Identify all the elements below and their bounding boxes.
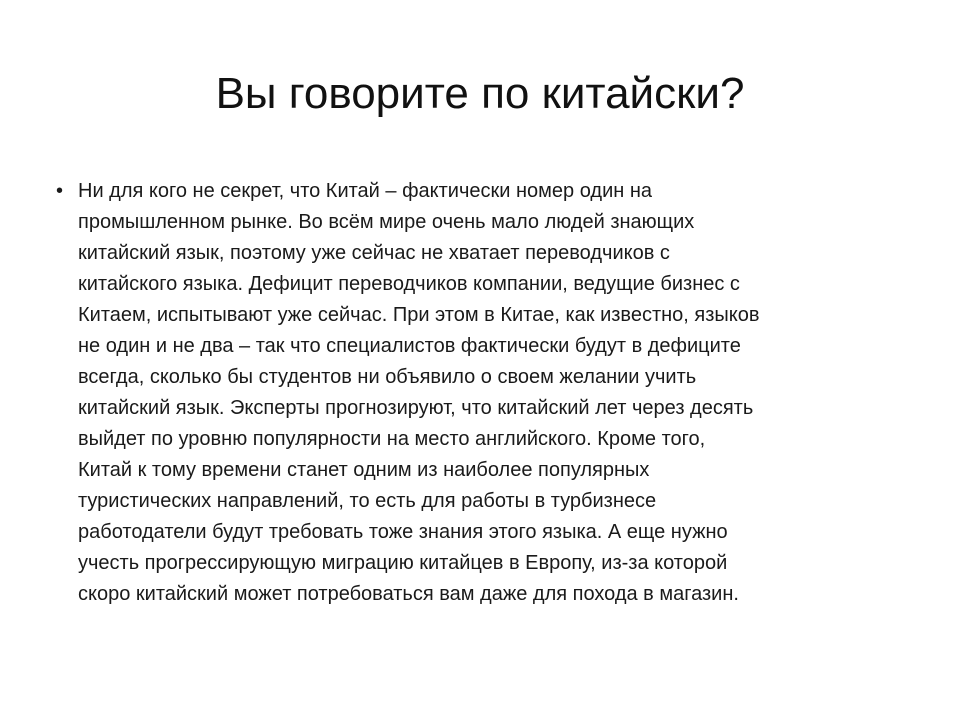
bullet-marker-icon: •: [56, 180, 64, 202]
slide-title: Вы говорите по китайски?: [215, 69, 745, 118]
slide-body: [48, 176, 912, 610]
bullet-item: [48, 176, 912, 610]
bullet-text: Ни для кого не секрет, что Китай – фактически номер один на промышленном рынке. Во всём мире очень мало людей знающих китайский язык, поэтому уже сейчас не хватает переводчиков с китайского языка. Дефицит переводчиков компании, ведущие бизнес с Китаем, испытывают уже сейчас. При этом в Китае, как известно, языков не один и не два – так что специалистов фактически будут в дефиците всегда, сколько бы студентов ни объявило о своем желании учить китайский язык. Эксперты прогнозируют, что китайский лет через десять выйдет по уровню популярности на место английского. Кроме того, Китай к тому времени станет одним из наиболее популярных туристических направлений, то есть для работы в турбизнесе работодатели будут требовать тоже знания этого языка. А еще нужно учесть прогрессирующую миграцию китайцев в Европу, из-за которой скоро китайский может потребоваться вам даже для похода в магазин.: [78, 180, 760, 605]
